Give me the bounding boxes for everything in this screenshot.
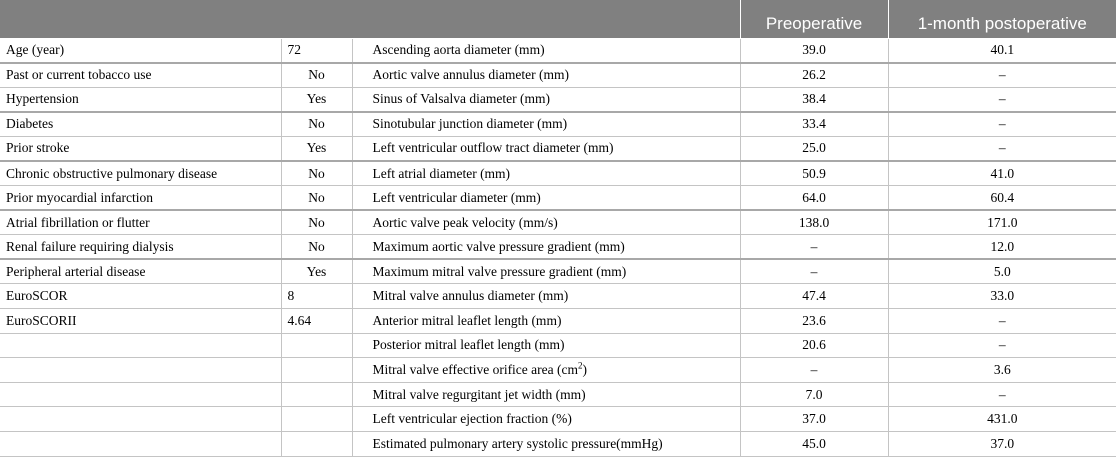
- characteristic-value-cell: No: [281, 186, 352, 211]
- characteristic-value-cell: No: [281, 210, 352, 235]
- characteristic-value-cell: [281, 382, 352, 407]
- parameter-cell: Posterior mitral leaflet length (mm): [352, 333, 740, 358]
- characteristic-cell: [0, 382, 281, 407]
- postoperative-value-cell: 5.0: [888, 259, 1116, 284]
- postoperative-value-cell: 40.1: [888, 38, 1116, 63]
- postoperative-value-cell: 41.0: [888, 161, 1116, 186]
- preoperative-value-cell: 39.0: [740, 38, 888, 63]
- characteristic-value-cell: Yes: [281, 87, 352, 112]
- parameter-cell: Mitral valve annulus diameter (mm): [352, 284, 740, 309]
- preoperative-value-cell: 38.4: [740, 87, 888, 112]
- characteristic-value-cell: [281, 358, 352, 383]
- postoperative-value-cell: 171.0: [888, 210, 1116, 235]
- table-row: [0, 112, 1116, 137]
- parameter-cell: Ascending aorta diameter (mm): [352, 38, 740, 63]
- characteristic-cell: EuroSCOR: [0, 284, 281, 309]
- superscript-exponent: 2: [578, 360, 583, 371]
- postoperative-value-cell: –: [888, 63, 1116, 88]
- postoperative-value-cell: 3.6: [888, 358, 1116, 383]
- table-row: [0, 407, 1116, 432]
- postoperative-value-cell: –: [888, 309, 1116, 334]
- preoperative-value-cell: –: [740, 259, 888, 284]
- table-row: [0, 87, 1116, 112]
- table-row: [0, 432, 1116, 457]
- parameter-cell: Sinus of Valsalva diameter (mm): [352, 87, 740, 112]
- table-row: [0, 210, 1116, 235]
- table-row: [0, 63, 1116, 88]
- table-row: [0, 382, 1116, 407]
- parameter-cell: Left ventricular diameter (mm): [352, 186, 740, 211]
- characteristic-cell: Past or current tobacco use: [0, 63, 281, 88]
- preoperative-value-cell: 50.9: [740, 161, 888, 186]
- table-row: [0, 38, 1116, 63]
- preoperative-value-cell: 26.2: [740, 63, 888, 88]
- parameter-cell: Left atrial diameter (mm): [352, 161, 740, 186]
- characteristic-value-cell: No: [281, 235, 352, 260]
- preoperative-value-cell: –: [740, 235, 888, 260]
- characteristic-cell: Atrial fibrillation or flutter: [0, 210, 281, 235]
- parameter-cell: Aortic valve annulus diameter (mm): [352, 63, 740, 88]
- postoperative-value-cell: 33.0: [888, 284, 1116, 309]
- parameter-cell: Estimated pulmonary artery systolic pressure(mmHg): [352, 432, 740, 457]
- characteristic-value-cell: 4.64: [281, 309, 352, 334]
- characteristic-cell: Peripheral arterial disease: [0, 259, 281, 284]
- table-body: [0, 38, 1116, 456]
- postoperative-value-cell: –: [888, 87, 1116, 112]
- header-postoperative: 1-month postoperative: [888, 0, 1116, 38]
- characteristic-cell: Diabetes: [0, 112, 281, 137]
- preoperative-value-cell: 138.0: [740, 210, 888, 235]
- characteristic-value-cell: 72: [281, 38, 352, 63]
- postoperative-value-cell: 37.0: [888, 432, 1116, 457]
- postoperative-value-cell: 12.0: [888, 235, 1116, 260]
- parameter-label-tail: ): [582, 362, 588, 378]
- characteristic-cell: Age (year): [0, 38, 281, 63]
- characteristic-cell: Renal failure requiring dialysis: [0, 235, 281, 260]
- characteristic-value-cell: No: [281, 112, 352, 137]
- preoperative-value-cell: 25.0: [740, 136, 888, 161]
- characteristic-value-cell: [281, 333, 352, 358]
- characteristic-cell: [0, 432, 281, 457]
- characteristic-cell: EuroSCORII: [0, 309, 281, 334]
- postoperative-value-cell: –: [888, 382, 1116, 407]
- table-row: [0, 358, 1116, 383]
- characteristic-value-cell: Yes: [281, 259, 352, 284]
- parameter-cell: Left ventricular outflow tract diameter (mm): [352, 136, 740, 161]
- table-header: [0, 0, 1116, 38]
- characteristic-cell: [0, 333, 281, 358]
- postoperative-value-cell: –: [888, 333, 1116, 358]
- postoperative-value-cell: –: [888, 112, 1116, 137]
- preoperative-value-cell: 47.4: [740, 284, 888, 309]
- table-row: [0, 333, 1116, 358]
- characteristic-cell: Hypertension: [0, 87, 281, 112]
- postoperative-value-cell: –: [888, 136, 1116, 161]
- table-row: [0, 259, 1116, 284]
- preoperative-value-cell: 37.0: [740, 407, 888, 432]
- header-blank-cell: [0, 0, 740, 38]
- characteristic-cell: [0, 358, 281, 383]
- characteristic-value-cell: Yes: [281, 136, 352, 161]
- table-row: [0, 161, 1116, 186]
- parameter-cell: Maximum aortic valve pressure gradient (mm): [352, 235, 740, 260]
- characteristic-cell: Prior myocardial infarction: [0, 186, 281, 211]
- table-row: [0, 235, 1116, 260]
- parameter-cell: Sinotubular junction diameter (mm): [352, 112, 740, 137]
- parameter-cell: Aortic valve peak velocity (mm/s): [352, 210, 740, 235]
- characteristic-value-cell: [281, 432, 352, 457]
- table-row: [0, 284, 1116, 309]
- postoperative-value-cell: 60.4: [888, 186, 1116, 211]
- postoperative-value-cell: 431.0: [888, 407, 1116, 432]
- header-row: [0, 0, 1116, 38]
- characteristic-value-cell: No: [281, 161, 352, 186]
- characteristic-value-cell: 8: [281, 284, 352, 309]
- header-preoperative: Preoperative: [740, 0, 888, 38]
- parameter-cell: [352, 358, 740, 383]
- parameter-label: Mitral valve effective orifice area (cm: [372, 362, 579, 378]
- preoperative-value-cell: 64.0: [740, 186, 888, 211]
- characteristic-value-cell: No: [281, 63, 352, 88]
- preoperative-value-cell: 45.0: [740, 432, 888, 457]
- table-row: [0, 309, 1116, 334]
- preoperative-value-cell: 7.0: [740, 382, 888, 407]
- parameter-cell: Left ventricular ejection fraction (%): [352, 407, 740, 432]
- preoperative-value-cell: 20.6: [740, 333, 888, 358]
- characteristic-cell: Prior stroke: [0, 136, 281, 161]
- preoperative-value-cell: 23.6: [740, 309, 888, 334]
- preoperative-value-cell: –: [740, 358, 888, 383]
- characteristic-value-cell: [281, 407, 352, 432]
- table-row: [0, 186, 1116, 211]
- table-row: [0, 136, 1116, 161]
- characteristic-cell: Chronic obstructive pulmonary disease: [0, 161, 281, 186]
- parameter-cell: Maximum mitral valve pressure gradient (mm): [352, 259, 740, 284]
- preoperative-value-cell: 33.4: [740, 112, 888, 137]
- characteristic-cell: [0, 407, 281, 432]
- parameter-cell: Mitral valve regurgitant jet width (mm): [352, 382, 740, 407]
- parameter-cell: Anterior mitral leaflet length (mm): [352, 309, 740, 334]
